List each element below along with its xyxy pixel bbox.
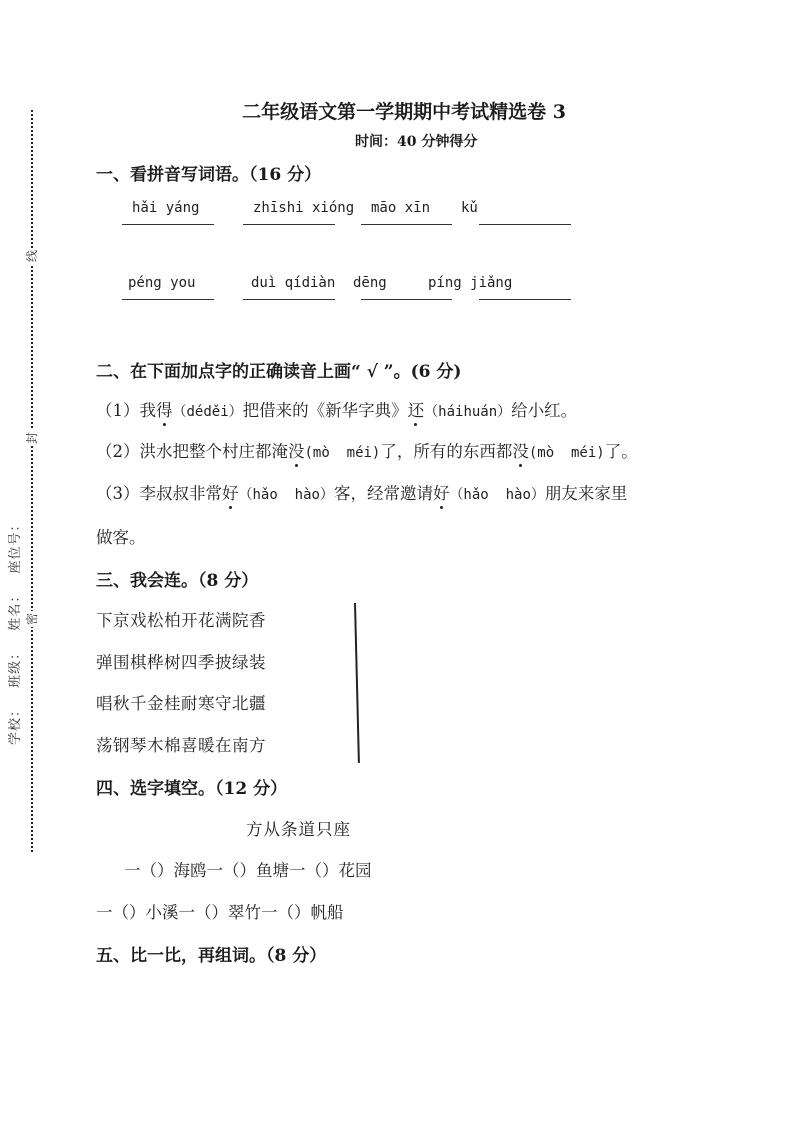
student-info-fields <box>4 508 23 745</box>
pinyin-blank[interactable]: dēng <box>361 273 452 300</box>
section-4-heading: 四、选字填空。（12 分） <box>96 779 288 799</box>
section-2-heading: 二、在下面加点字的正确读音上画“ √ ”。(6 分) <box>96 362 462 382</box>
binding-mark-feng: 封 <box>25 432 39 445</box>
pinyin-options[interactable]: （hǎo hào） <box>238 487 334 503</box>
pinyin-options[interactable]: （háihuán） <box>424 404 512 420</box>
section-5-heading: 五、比一比，再组词。（8 分） <box>96 946 327 966</box>
pinyin-options[interactable]: (mò méi) <box>528 445 605 461</box>
fill-blank-row[interactable]: 一（）海鸥一（）鱼塘一（）花园 <box>124 861 372 880</box>
pinyin-blank[interactable]: māo xīn <box>361 198 452 225</box>
exam-title-text: 二年级语文第一学期期中考试精选卷 3 <box>242 101 566 123</box>
pinyin-options[interactable]: （hǎo hào） <box>449 487 545 503</box>
binding-dotted-line <box>31 110 33 852</box>
binding-mark-xian: 线 <box>25 250 39 263</box>
match-line-item[interactable]: 弹围棋桦树四季披绿装 <box>96 653 266 672</box>
emphasis-dot-char: 没 <box>288 438 305 462</box>
pinyin-blank[interactable]: duì qídiàn <box>243 273 335 300</box>
emphasis-dot-char: 好 <box>433 480 450 504</box>
binding-mark-mi: 密 <box>25 613 39 626</box>
exam-title <box>0 97 792 124</box>
name-field-label: 姓名： <box>8 588 23 631</box>
pinyin-options[interactable]: （déděi） <box>172 404 243 420</box>
pinyin-blank[interactable]: hǎi yáng <box>122 198 214 225</box>
word-bank: 方从条道只座 <box>246 820 351 839</box>
school-field-label: 学校： <box>8 702 23 745</box>
pinyin-blank[interactable]: péng you <box>122 273 214 300</box>
question-2-1: （1）我得（déděi）把借来的《新华字典》还（háihuán）给小红。 <box>96 397 577 421</box>
seat-field-label: 座位号： <box>8 517 23 574</box>
class-field-label: 班级： <box>8 645 23 688</box>
pinyin-options[interactable]: (mò méi) <box>304 445 381 461</box>
question-2-3: （3）李叔叔非常好（hǎo hào）客，经常邀请好（hǎo hào）朋友来家里 <box>96 480 627 504</box>
fill-blank-row[interactable]: 一（）小溪一（）翠竹一（）帆船 <box>96 903 344 922</box>
question-2-2: （2）洪水把整个村庄都淹没(mò méi)了，所有的东西都没(mò méi)了。 <box>96 438 638 462</box>
emphasis-dot-char: 好 <box>222 480 239 504</box>
section-3-heading: 三、我会连。（8 分） <box>96 571 259 591</box>
emphasis-dot-char: 得 <box>156 397 173 421</box>
matching-divider-line <box>354 603 360 763</box>
emphasis-dot-char: 没 <box>512 438 529 462</box>
exam-subtitle: 时间：40 分钟得分 <box>355 134 478 150</box>
question-2-3-continuation: 做客。 <box>96 528 146 547</box>
pinyin-blank[interactable]: zhīshi xióng <box>243 198 335 225</box>
section-1-heading: 一、看拼音写词语。（16 分） <box>96 165 322 185</box>
match-line-item[interactable]: 唱秋千金桂耐寒守北疆 <box>96 694 266 713</box>
match-line-item[interactable]: 荡钢琴木棉喜暖在南方 <box>96 736 266 755</box>
match-line-item[interactable]: 下京戏松柏开花满院香 <box>96 611 266 630</box>
emphasis-dot-char: 还 <box>408 397 425 421</box>
pinyin-blank[interactable]: píng jiǎng <box>479 273 571 300</box>
pinyin-blank[interactable]: kǔ <box>479 198 571 225</box>
